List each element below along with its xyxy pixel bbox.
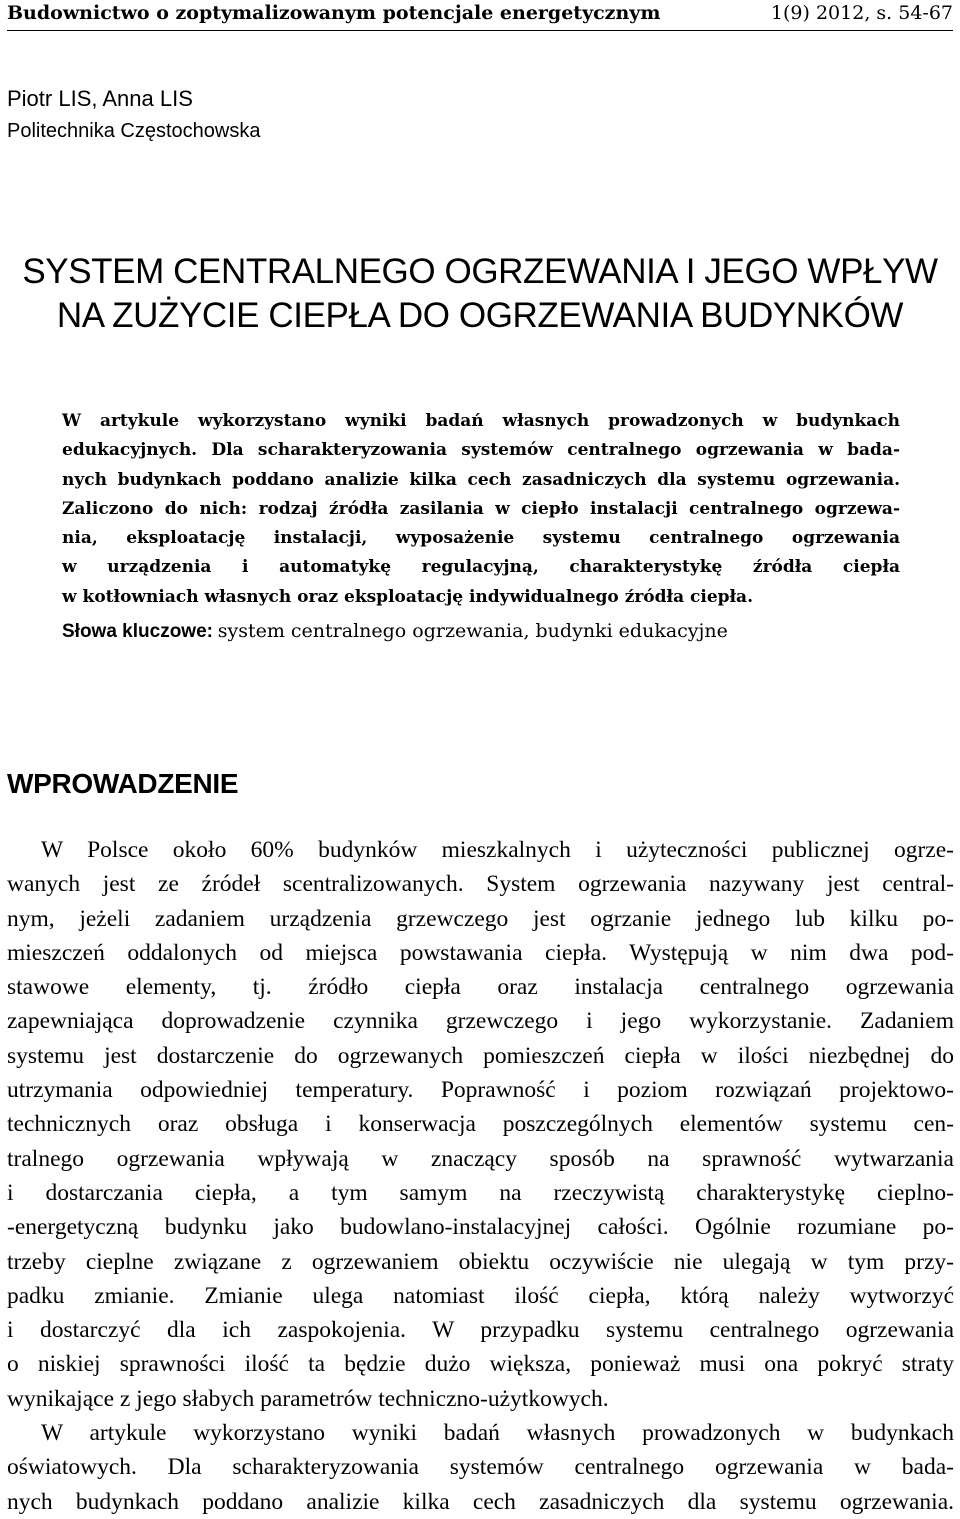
body-line: stawowe elementy, tj. źródło ciepła oraz instalacja centralnego ogrzewania bbox=[7, 974, 954, 1001]
journal-name: Budownictwo o zoptymalizowanym potencjale energetycznym bbox=[7, 2, 661, 24]
body-line: nym, jeżeli zadaniem urządzenia grzewczego jest ogrzanie jednego lub kilku po- bbox=[7, 905, 954, 932]
body-text bbox=[7, 833, 954, 1519]
keywords-label: Słowa kluczowe: bbox=[62, 621, 213, 642]
issue-info: 1(9) 2012, s. 54-67 bbox=[770, 2, 953, 24]
body-line: wynikające z jego słabych parametrów techniczno-użytkowych. bbox=[7, 1385, 609, 1412]
keywords bbox=[62, 620, 728, 643]
body-line: nych budynkach poddano analizie kilka cech zasadniczych dla systemu ogrzewania. bbox=[7, 1488, 954, 1515]
abstract-line: W artykule wykorzystano wyniki badań własnych prowadzonych w budynkach bbox=[62, 411, 900, 431]
body-line: trzeby cieplne związane z ogrzewaniem obiektu oczywiście nie ulegają w tym przy- bbox=[7, 1248, 954, 1275]
body-line: technicznych oraz obsługa i konserwacja poszczególnych elementów systemu cen- bbox=[7, 1111, 954, 1138]
running-header bbox=[7, 0, 953, 31]
body-line: padku zmianie. Zmianie ulega natomiast ilość ciepła, którą należy wytworzyć bbox=[7, 1282, 954, 1309]
body-line: i dostarczyć dla ich zaspokojenia. W przypadku systemu centralnego ogrzewania bbox=[7, 1317, 954, 1344]
body-line: i dostarczania ciepła, a tym samym na rzeczywistą charakterystykę cieplno- bbox=[7, 1179, 954, 1206]
abstract-line: edukacyjnych. Dla scharakteryzowania systemów centralnego ogrzewania w bada- bbox=[62, 440, 900, 461]
body-line: wanych jest ze źródeł scentralizowanych. System ogrzewania nazywany jest central- bbox=[7, 871, 954, 898]
abstract-line: w urządzenia i automatykę regulacyjną, charakterystykę źródła ciepła bbox=[62, 557, 900, 578]
abstract-line: Zaliczono do nich: rodzaj źródła zasilania w ciepło instalacji centralnego ogrzewa- bbox=[62, 498, 900, 519]
abstract-line: nia, eksploatację instalacji, wyposażenie systemu centralnego ogrzewania bbox=[62, 528, 900, 549]
body-line: utrzymania odpowiedniej temperatury. Poprawność i poziom rozwiązań projektowo- bbox=[7, 1077, 954, 1104]
paper-title-line-1: SYSTEM CENTRALNEGO OGRZEWANIA I JEGO WPŁYW bbox=[22, 252, 938, 291]
paper-title-line-2: NA ZUŻYCIE CIEPŁA DO OGRZEWANIA BUDYNKÓW bbox=[56, 296, 904, 335]
body-line: tralnego ogrzewania wpływają w znaczący sposób na sprawność wytwarzania bbox=[7, 1145, 954, 1172]
body-line: W Polsce około 60% budynków mieszkalnych i użyteczności publicznej ogrze- bbox=[41, 837, 954, 863]
abstract-line: w kotłowniach własnych oraz eksploatację indywidualnego źródła ciepła. bbox=[62, 586, 753, 607]
abstract-line: nych budynkach poddano analizie kilka cech zasadniczych dla systemu ogrzewania. bbox=[62, 469, 900, 490]
affiliation: Politechnika Częstochowska bbox=[7, 120, 261, 142]
body-line: zapewniająca doprowadzenie czynnika grzewczego i jego wykorzystanie. Zadaniem bbox=[7, 1008, 954, 1035]
body-line: oświatowych. Dla scharakteryzowania systemów centralnego ogrzewania w bada- bbox=[7, 1454, 954, 1481]
body-line: o niskiej sprawności ilość ta będzie dużo większa, ponieważ musi ona pokryć straty bbox=[7, 1351, 954, 1378]
body-line: -energetyczną budynku jako budowlano-instalacyjnej całości. Ogólnie rozumiane po- bbox=[7, 1214, 954, 1241]
body-line: mieszczeń oddalonych od miejsca powstawania ciepła. Występują w nim dwa pod- bbox=[7, 939, 954, 966]
keywords-text: system centralnego ogrzewania, budynki edukacyjne bbox=[217, 620, 728, 642]
section-heading: WPROWADZENIE bbox=[7, 768, 239, 799]
authors: Piotr LIS, Anna LIS bbox=[7, 86, 193, 111]
abstract bbox=[62, 407, 900, 612]
body-line: systemu jest dostarczenie do ogrzewanych pomieszczeń ciepła w ilości niezbędnej do bbox=[7, 1042, 954, 1069]
body-line: W artykule wykorzystano wyniki badań własnych prowadzonych w budynkach bbox=[41, 1420, 954, 1447]
